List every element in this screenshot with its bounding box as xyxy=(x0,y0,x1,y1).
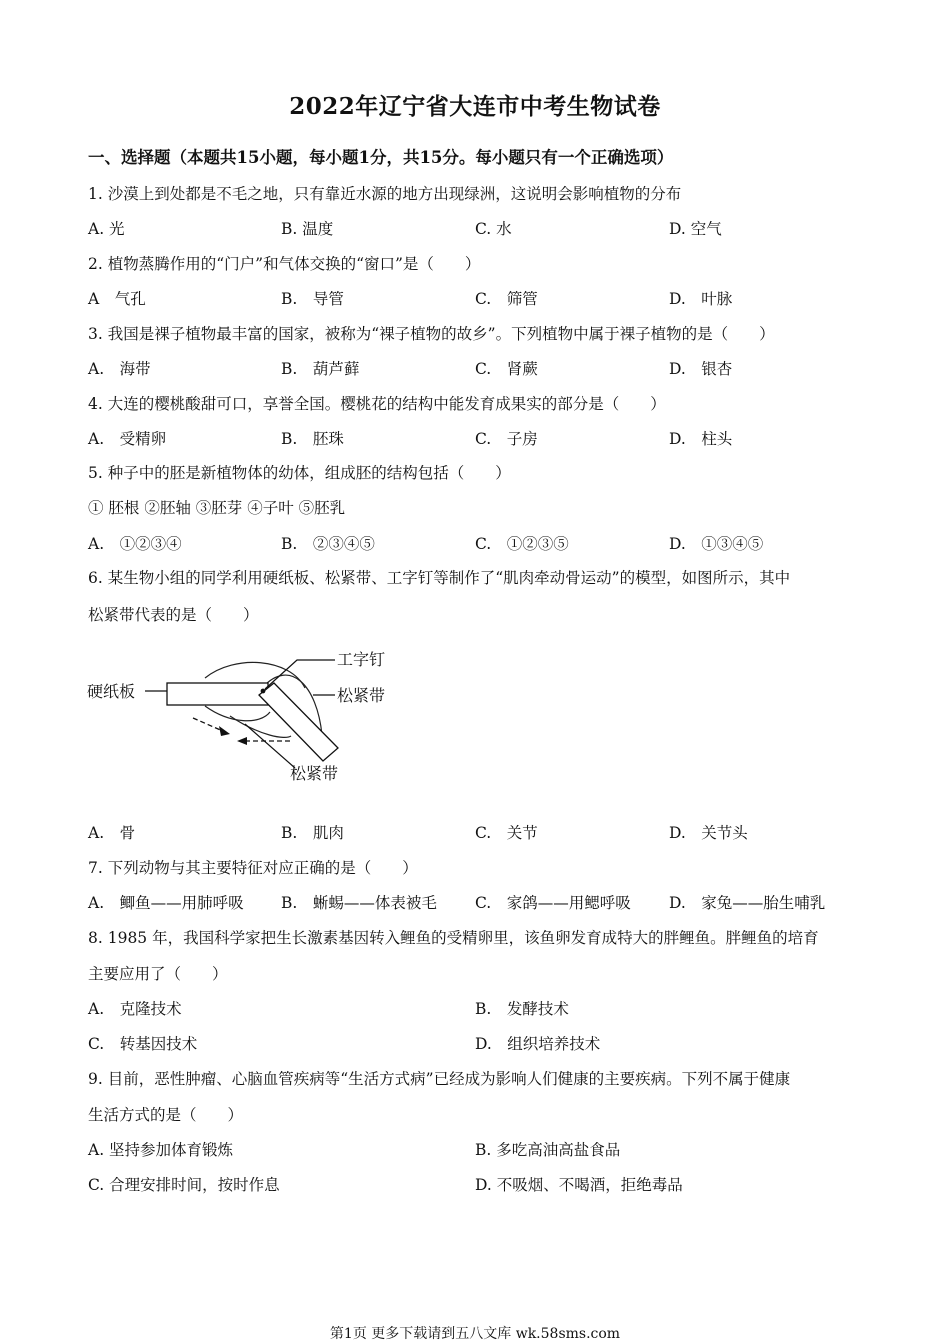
question-stem: 9. 目前，恶性肿瘤、心脑血管疾病等“生活方式病”已经成为影响人们健康的主要疾病。下列不属于健康 xyxy=(88,1070,791,1088)
pin-dot xyxy=(261,689,266,694)
option-b: B. 多吃高油高盐食品 xyxy=(475,1141,621,1159)
question-stem: 7. 下列动物与其主要特征对应正确的是（ ） xyxy=(88,859,418,877)
page-title: 2022年辽宁省大连市中考生物试卷 xyxy=(289,93,661,120)
option-d: D. 家兔——胎生哺乳 xyxy=(669,894,826,912)
option-d: D. 不吸烟、不喝酒，拒绝毒品 xyxy=(475,1176,683,1194)
option-d: D. 银杏 xyxy=(669,360,733,378)
option-d: D. 叶脉 xyxy=(669,290,733,308)
label-pin: 工字钉 xyxy=(337,650,386,669)
option-b: B. 蜥蜴——体表被毛 xyxy=(281,894,437,912)
option-a: A 气孔 xyxy=(88,290,146,308)
option-b: B. 导管 xyxy=(281,290,344,308)
question-stem-continued: 松紧带代表的是（ ） xyxy=(88,606,259,624)
question-sub-items: ① 胚根 ②胚轴 ③胚芽 ④子叶 ⑤胚乳 xyxy=(88,499,346,517)
option-c: C. 转基因技术 xyxy=(88,1035,198,1053)
option-a: A. 受精卵 xyxy=(88,430,167,448)
arrow-head-left xyxy=(219,726,230,736)
option-d: D. ①③④⑤ xyxy=(669,535,764,553)
question-stem: 8. 1985 年，我国科学家把生长激素基因转入鲤鱼的受精卵里，该鱼卵发育成特大的胖鲤鱼。胖鲤鱼的培育 xyxy=(88,929,819,947)
option-b: B. 肌肉 xyxy=(281,824,344,842)
section-heading: 一、选择题（本题共15小题，每小题1分，共15分。每小题只有一个正确选项） xyxy=(88,148,674,167)
option-a: A. 坚持参加体育锻炼 xyxy=(88,1141,234,1159)
muscle-model-figure xyxy=(85,640,415,790)
option-d: D. 柱头 xyxy=(669,430,733,448)
option-b: B. 发酵技术 xyxy=(475,1000,569,1018)
band-bottom-leader xyxy=(245,724,295,768)
board-horizontal xyxy=(167,683,268,705)
option-c: C. 关节 xyxy=(475,824,538,842)
option-b: B. 胚珠 xyxy=(281,430,344,448)
option-c: C. 子房 xyxy=(475,430,538,448)
option-c: C. 合理安排时间，按时作息 xyxy=(88,1176,280,1194)
option-a: A. 克隆技术 xyxy=(88,1000,182,1018)
label-band-bottom: 松紧带 xyxy=(290,764,339,783)
band-lower-curve xyxy=(205,706,270,721)
option-c: C. 筛管 xyxy=(475,290,538,308)
option-d: D. 组织培养技术 xyxy=(475,1035,601,1053)
option-d: D. 关节头 xyxy=(669,824,748,842)
question-stem: 1. 沙漠上到处都是不毛之地，只有靠近水源的地方出现绿洲，这说明会影响植物的分布 xyxy=(88,185,682,203)
label-board: 硬纸板 xyxy=(87,682,136,701)
option-c: C. 家鸽——用鳃呼吸 xyxy=(475,894,631,912)
question-stem: 2. 植物蒸腾作用的“门户”和气体交换的“窗口”是（ ） xyxy=(88,255,481,273)
question-stem: 5. 种子中的胚是新植物体的幼体，组成胚的结构包括（ ） xyxy=(88,464,511,482)
option-a: A. 海带 xyxy=(88,360,151,378)
option-c: C. 肾蕨 xyxy=(475,360,538,378)
question-stem: 4. 大连的樱桃酸甜可口，享誉全国。樱桃花的结构中能发育成果实的部分是（ ） xyxy=(88,395,666,413)
option-b: B. 温度 xyxy=(281,220,334,238)
option-c: C. 水 xyxy=(475,220,512,238)
question-stem-continued: 主要应用了（ ） xyxy=(88,965,228,983)
question-stem: 3. 我国是裸子植物最丰富的国家，被称为“裸子植物的故乡”。下列植物中属于裸子植物的是（ ） xyxy=(88,325,775,343)
option-c: C. ①②③⑤ xyxy=(475,535,569,553)
arrow-head-right xyxy=(237,737,247,745)
page-footer: 第1页 更多下载请到五八文库 wk.58sms.com xyxy=(329,1326,621,1342)
option-a: A. 骨 xyxy=(88,824,136,842)
option-b: B. ②③④⑤ xyxy=(281,535,375,553)
option-a: A. 光 xyxy=(88,220,125,238)
label-band-top: 松紧带 xyxy=(337,686,386,705)
question-stem: 6. 某生物小组的同学利用硬纸板、松紧带、工字钉等制作了“肌肉牵动骨运动”的模型，如图所示，其中 xyxy=(88,569,791,587)
question-stem-continued: 生活方式的是（ ） xyxy=(88,1106,244,1124)
option-d: D. 空气 xyxy=(669,220,722,238)
option-a: A. ①②③④ xyxy=(88,535,182,553)
option-a: A. 鲫鱼——用肺呼吸 xyxy=(88,894,244,912)
option-b: B. 葫芦藓 xyxy=(281,360,360,378)
